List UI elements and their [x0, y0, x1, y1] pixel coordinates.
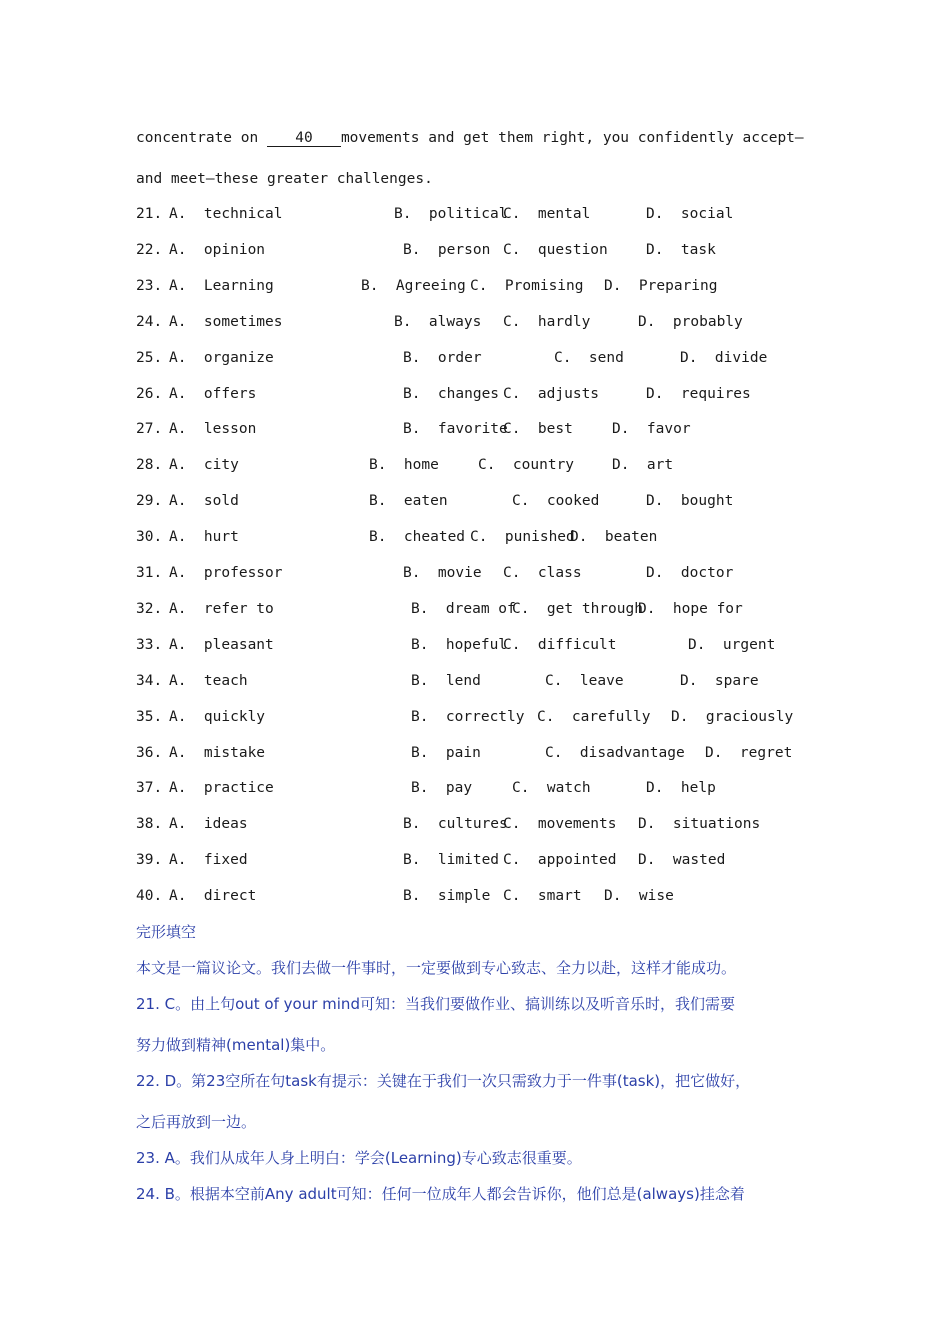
option-c: C. movements: [503, 816, 617, 833]
option-d: D. help: [646, 780, 716, 797]
option-d: D. urgent: [688, 636, 776, 653]
option-d: D. wasted: [638, 852, 726, 869]
question-number: 29.: [136, 493, 163, 510]
passage-text: movements and get them right, you confidently accept—: [340, 130, 804, 146]
option-a: A. professor: [169, 565, 283, 581]
passage-line-2: and meet—these greater challenges.: [136, 171, 433, 187]
option-a: A. pleasant: [169, 636, 274, 653]
option-a: A. hurt: [169, 529, 239, 546]
option-a: A. organize: [169, 349, 274, 366]
answer-23: 23. A。我们从成年人身上明白：学会(Learning)专心致志很重要。: [136, 1149, 582, 1167]
option-a: A. mistake: [169, 744, 266, 761]
answer-21-line-2: 努力做到精神(mental)集中。: [136, 1036, 336, 1054]
option-d: D. bought: [646, 493, 734, 510]
option-c: C. best: [503, 421, 573, 438]
option-a: A. sold: [169, 493, 239, 510]
option-a: A. Learning: [169, 277, 274, 294]
question-number: 23.: [136, 277, 163, 294]
question-number: 35.: [136, 708, 163, 725]
passage-line-1: [136, 128, 804, 148]
option-b: B. Agreeing: [361, 277, 466, 294]
option-b: B. eaten: [369, 493, 448, 510]
option-c: C. send: [554, 349, 624, 366]
answer-21-line-1: 21. C。由上句out of your mind可知：当我们要做作业、搞训练以及听音乐时，我们需要: [136, 995, 735, 1013]
blank-40: 40: [267, 130, 341, 147]
option-b: B. hopeful: [411, 636, 508, 653]
option-d: D. task: [646, 241, 716, 258]
option-a: A. offers: [169, 385, 257, 402]
answer-22-line-1: 22. D。第23空所在句task有提示：关键在于我们一次只需致力于一件事(task)，把它做好，: [136, 1072, 751, 1090]
option-c: C. question: [503, 241, 608, 258]
option-b: B. changes: [403, 385, 500, 402]
answers-summary: 本文是一篇议论文。我们去做一件事时，一定要做到专心致志、全力以赴，这样才能成功。: [136, 959, 737, 977]
question-number: 32.: [136, 600, 163, 617]
answer-24: 24. B。根据本空前Any adult可知：任何一位成年人都会告诉你，他们总是(always)挂念着: [136, 1185, 745, 1203]
option-b: B. pain: [411, 744, 481, 761]
question-number: 38.: [136, 816, 163, 833]
option-d: D. regret: [705, 744, 793, 761]
option-b: B. cheated: [369, 529, 466, 546]
option-a: A. ideas: [169, 816, 248, 833]
option-c: C. Promising: [470, 277, 584, 294]
question-number: 40.: [136, 888, 163, 905]
option-d: D. favor: [612, 421, 691, 438]
option-d: D. art: [612, 457, 674, 474]
option-c: C. watch: [512, 780, 591, 797]
option-a: A. city: [169, 457, 239, 474]
option-a: A. fixed: [169, 852, 248, 869]
option-c: C. country: [478, 457, 575, 474]
option-b: B. pay: [411, 780, 473, 797]
option-a: A. teach: [169, 672, 248, 689]
option-b: B. movie: [403, 565, 482, 581]
option-a: A. technical: [169, 206, 283, 222]
option-c: C. smart: [503, 888, 582, 905]
question-number: 37.: [136, 780, 163, 797]
option-b: B. person: [403, 241, 491, 258]
option-d: D. probably: [638, 313, 743, 330]
question-number: 33.: [136, 636, 163, 653]
question-number: 24.: [136, 313, 163, 330]
option-b: B. home: [369, 457, 439, 474]
question-number: 36.: [136, 744, 163, 761]
question-number: 27.: [136, 421, 163, 438]
option-d: D. hope for: [638, 600, 743, 617]
option-c: C. hardly: [503, 313, 591, 330]
option-d: D. wise: [604, 888, 674, 905]
option-d: D. beaten: [570, 529, 658, 546]
option-a: A. practice: [169, 780, 274, 797]
answer-22-line-2: 之后再放到一边。: [136, 1113, 257, 1131]
question-number: 21.: [136, 206, 163, 222]
option-d: D. Preparing: [604, 277, 718, 294]
option-b: B. dream of: [411, 600, 516, 617]
passage-text: concentrate on: [136, 130, 267, 146]
option-b: B. political: [394, 206, 508, 222]
option-b: B. cultures: [403, 816, 508, 833]
option-a: A. refer to: [169, 600, 274, 617]
option-c: C. leave: [545, 672, 624, 689]
option-c: C. get through: [512, 600, 643, 617]
option-d: D. spare: [680, 672, 759, 689]
option-a: A. quickly: [169, 708, 266, 725]
option-d: D. requires: [646, 385, 751, 402]
option-a: A. sometimes: [169, 313, 283, 330]
option-b: B. lend: [411, 672, 481, 689]
option-c: C. appointed: [503, 852, 617, 869]
question-number: 25.: [136, 349, 163, 366]
question-number: 31.: [136, 565, 163, 581]
question-number: 22.: [136, 241, 163, 258]
option-b: B. simple: [403, 888, 491, 905]
option-d: D. social: [646, 206, 734, 222]
option-b: B. order: [403, 349, 482, 366]
option-d: D. divide: [680, 349, 768, 366]
option-a: A. lesson: [169, 421, 257, 438]
option-c: C. adjusts: [503, 385, 600, 402]
option-c: C. carefully: [537, 708, 651, 725]
question-number: 39.: [136, 852, 163, 869]
option-b: B. correctly: [411, 708, 525, 725]
option-b: B. favorite: [403, 421, 508, 438]
question-number: 26.: [136, 385, 163, 402]
option-d: D. doctor: [646, 565, 734, 581]
option-a: A. direct: [169, 888, 257, 905]
option-c: C. mental: [503, 206, 591, 222]
option-c: C. class: [503, 565, 582, 581]
option-c: C. punished: [470, 529, 575, 546]
option-b: B. always: [394, 313, 482, 330]
question-number: 30.: [136, 529, 163, 546]
answers-heading: 完形填空: [136, 923, 197, 941]
question-number: 28.: [136, 457, 163, 474]
option-d: D. situations: [638, 816, 761, 833]
option-c: C. disadvantage: [545, 744, 685, 761]
question-number: 34.: [136, 672, 163, 689]
option-c: C. cooked: [512, 493, 600, 510]
option-d: D. graciously: [671, 708, 794, 725]
option-b: B. limited: [403, 852, 500, 869]
option-c: C. difficult: [503, 636, 617, 653]
option-a: A. opinion: [169, 241, 266, 258]
